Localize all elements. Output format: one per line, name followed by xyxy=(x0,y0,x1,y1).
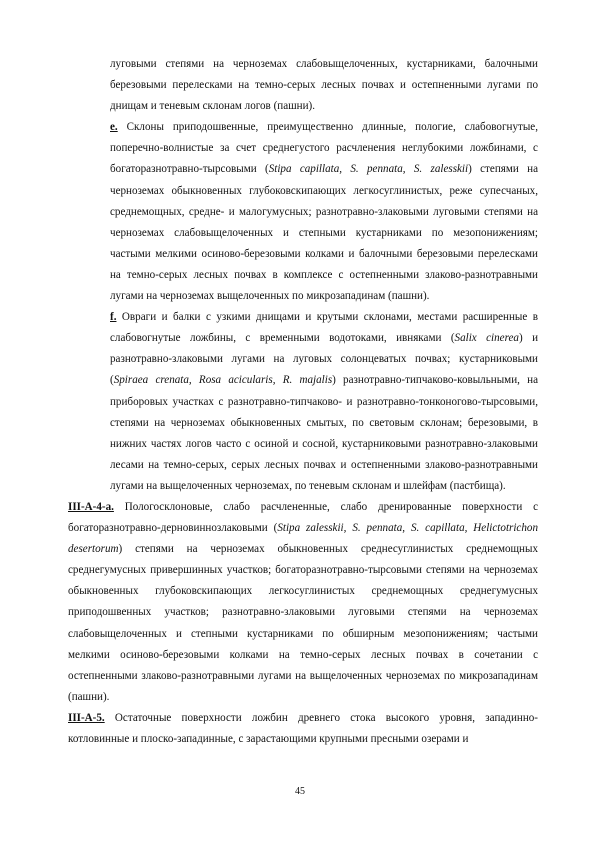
section-label-iii-a-5: III-А-5. xyxy=(68,711,105,724)
item-label-e: е. xyxy=(110,121,118,134)
paragraph-text: ) степями на черноземах обыкновенных среднесуглинистых среднемощных среднегумусных привершинных участков; богаторазнотравно-тырсовыми степями на черноземах обыкновенных глубоковскипающих легкосуглинистых среднемощных среднегумусных приподошвенных участков; разнотравно-злаковыми луговыми степями на черноземах слабовыщелоченных и степными кустарниками по обширным мезопонижениям; частыми мелкими осиново-березовыми колками на темно-серых лесных почвах в сочетании с остепненными злаково-разнотравными лугами на выщелоченных черноземах по микрозападинам (пашни). xyxy=(68,543,538,703)
paragraph-text: ) разнотравно-типчаково-ковыльными, на приборовых участках с разнотравно-типчаково- и разнотравно-тонконогово-тырсовыми, степями на черноземах обыкновенных смытых, по световым склонам; березовыми, в нижних частях логов часто с осиной и сосной, кустарниковыми разнотравно-злаковыми лесами на темно-серых, серых лесных почвах и остепненными злаково-разнотравными лугами на выщелоченных черноземах, по теневым склонам и шлейфам (пастбища). xyxy=(110,374,538,492)
latin-taxa: Stipa zalesskii, S. pennata, S. capillata, Helictotrichon desertorum xyxy=(68,522,538,556)
paragraph-iii-a-4-a xyxy=(68,497,538,708)
paragraph-text: Остаточные поверхности ложбин древнего стока высокого уровня, западинно-котловинные и плоско-западинные, с зарастающими крупными пресными озерами и xyxy=(68,711,538,745)
paragraph-text: ) и разнотравно-злаковыми лугами на луговых солонцеватых почвах; кустарниковыми ( xyxy=(110,332,539,387)
latin-taxa: Stipa capillata, S. pennata, S. zalesskii xyxy=(268,163,469,176)
paragraph-iii-a-5 xyxy=(68,708,538,750)
paragraph-e xyxy=(110,117,538,307)
paragraph-text: Пологосклоновые, слабо расчлененные, слабо дренированные поверхности с богаторазнотравно-дерновиннозлаковыми ( xyxy=(68,500,538,535)
page-number: 45 xyxy=(295,786,305,797)
paragraph-f xyxy=(110,307,538,497)
paragraph-text: Склоны приподошвенные, преимущественно длинные, пологие, слабовогнутые, поперечно-волнистые за счет среднегустого расчленения неглубокими ложбинами, с богаторазнотравно-тырсовыми ( xyxy=(110,121,538,176)
item-label-f: f. xyxy=(110,311,117,324)
latin-taxa: Salix cinerea xyxy=(454,332,519,345)
paragraph-text: луговыми степями на черноземах слабовыщелоченных, кустарниками, балочными березовыми перелесками на темно-серых лесных почвах и остепненными лугами по днищам и теневым склонам логов (пашни). xyxy=(110,58,538,113)
text-body xyxy=(68,54,538,750)
latin-taxa: Spiraea crenata, Rosa acicularis, R. majalis xyxy=(113,374,333,387)
section-label-iii-a-4-a: III-А-4-а. xyxy=(68,500,114,513)
paragraph-text: ) степями на черноземах обыкновенных глубоковскипающих легкосуглинистых, реже супесчаных, среднемощных, средне- и малогумусных; разнотравно-злаковыми луговыми степями на черноземах слабовыщелоченных и степными кустарниками по мезопонижениям; частыми мелкими осиново-березовыми колками и балочными березовыми перелесками на темно-серых лесных почвах в комплексе с остепненными злаково-разнотравными лугами на черноземах выщелоченных по микрозападинам (пашни). xyxy=(110,163,539,303)
paragraph-continuation xyxy=(110,54,538,117)
paragraph-text: Овраги и балки с узкими днищами и крутыми склонами, местами расширенные в слабовогнутые ложбины, с временными водотоками, ивняками ( xyxy=(110,311,538,345)
